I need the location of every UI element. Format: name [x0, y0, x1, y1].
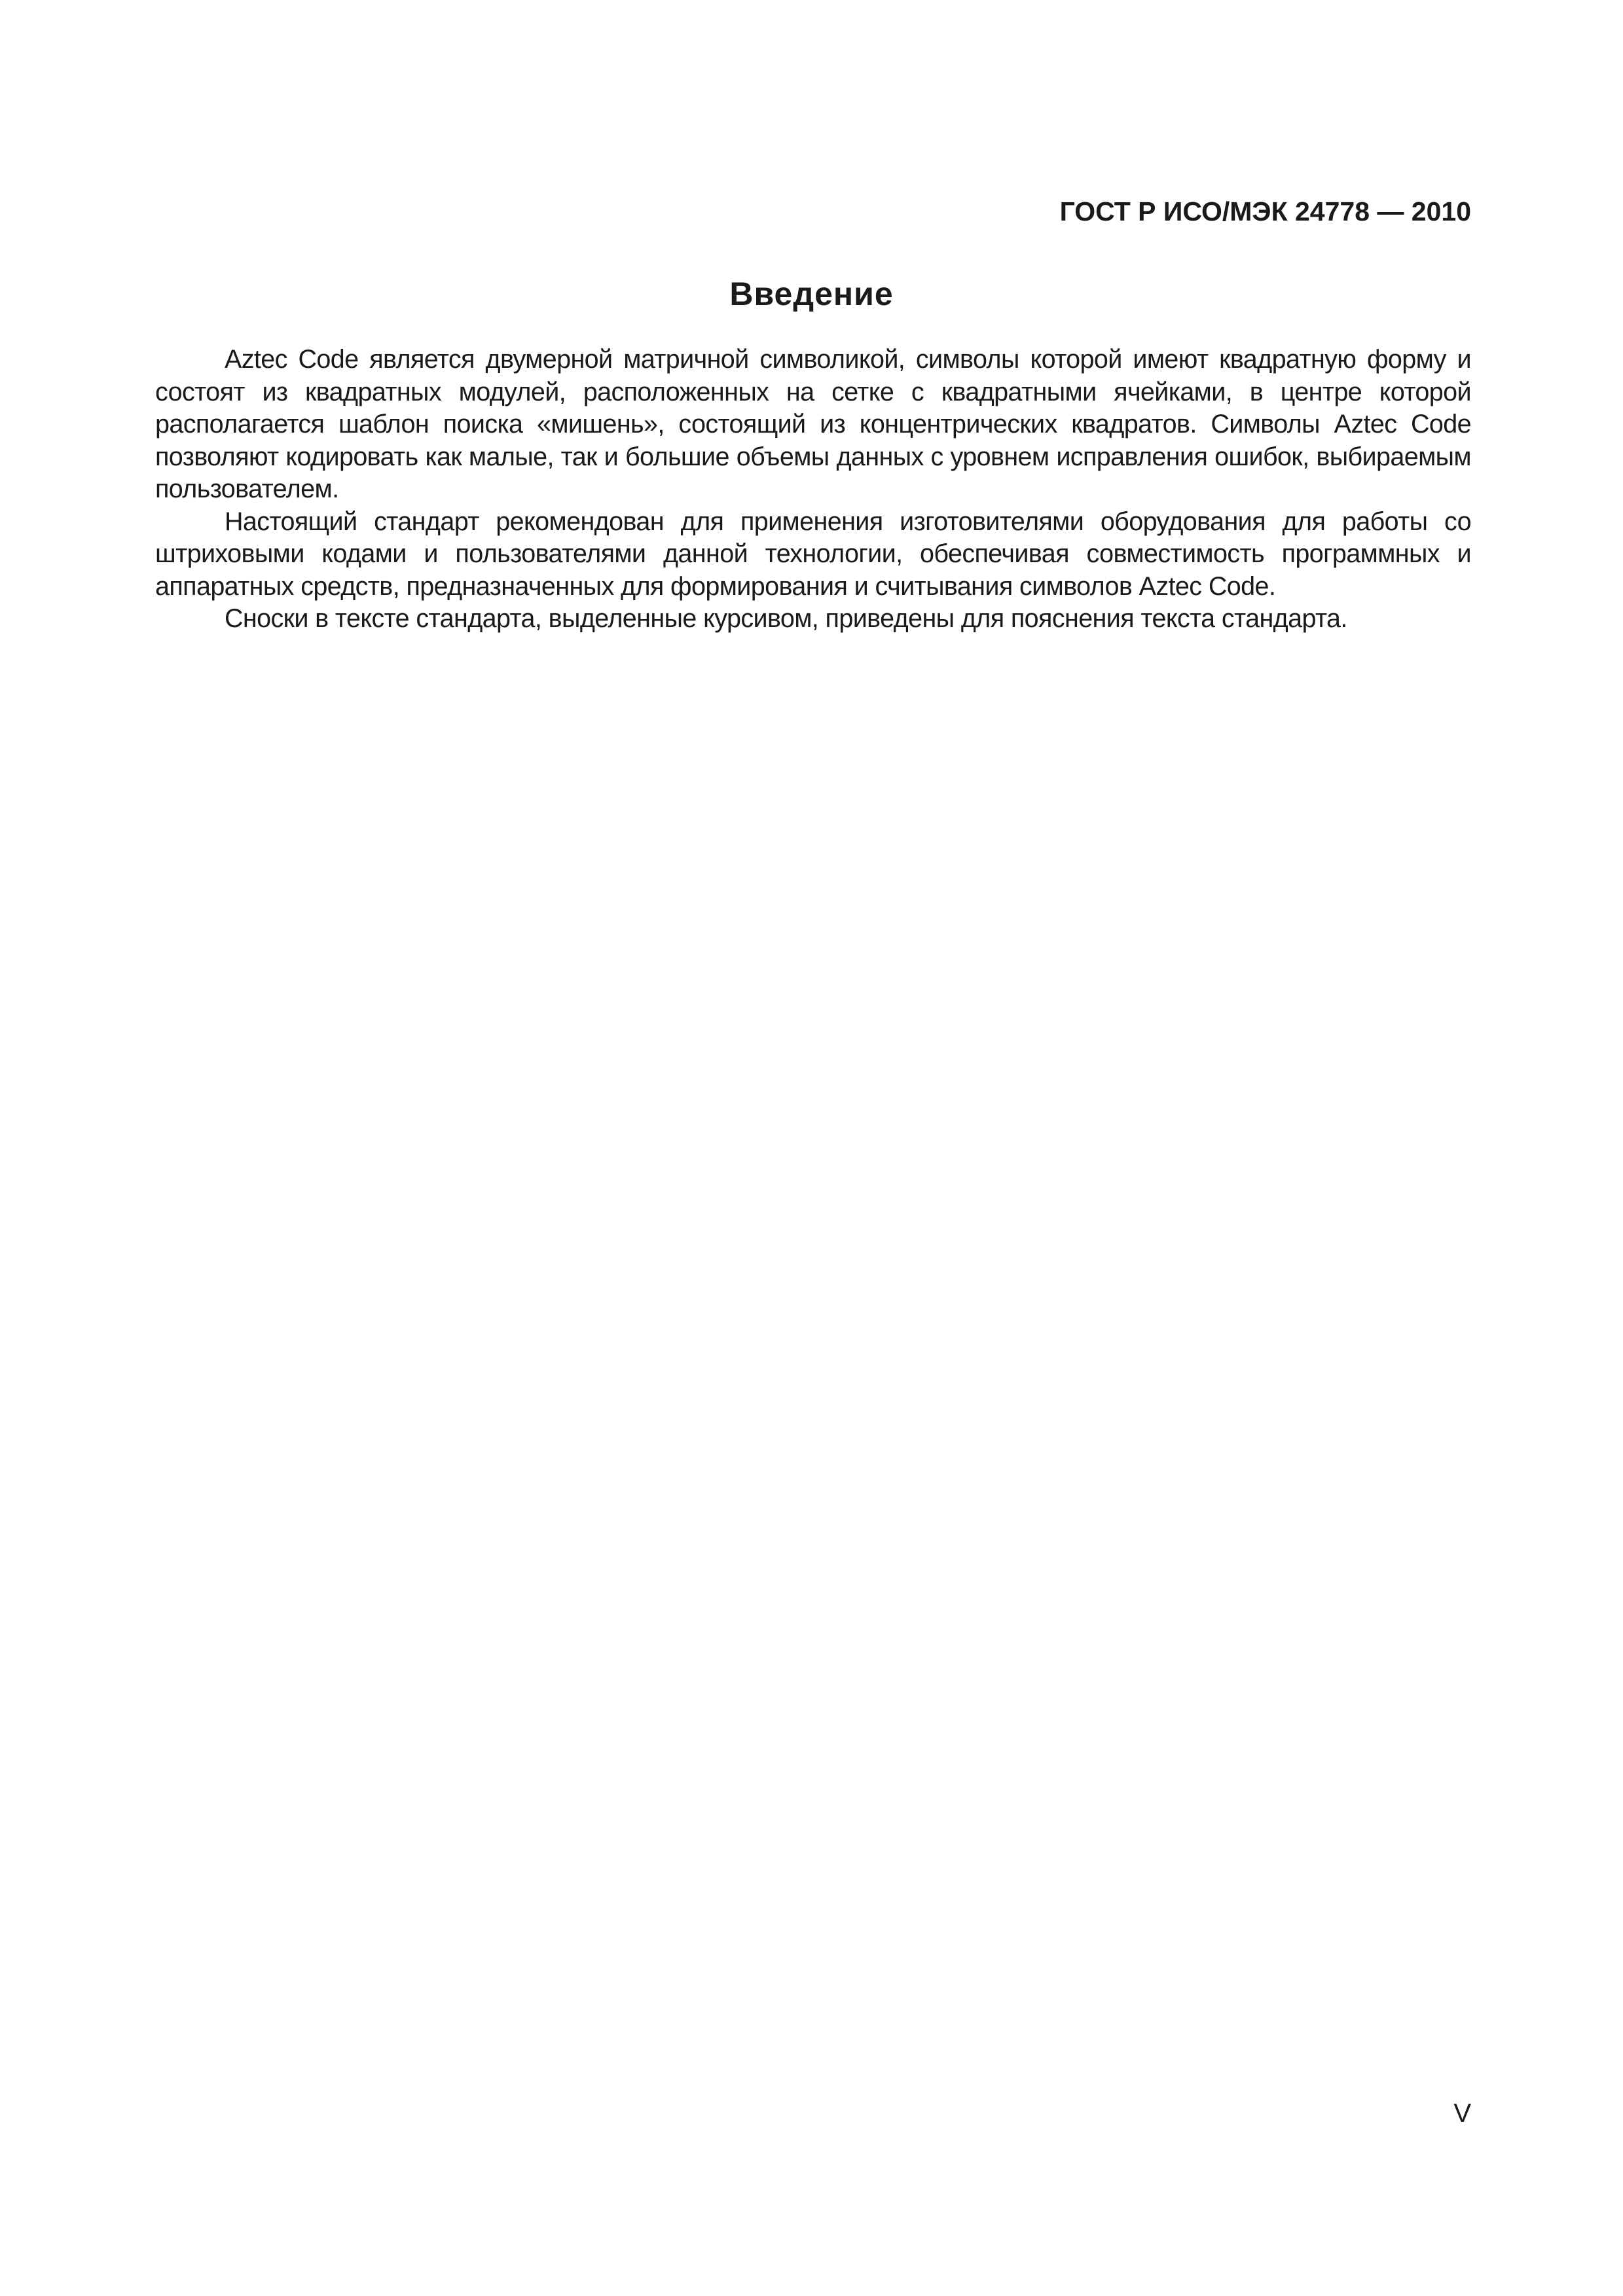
page-number: V: [1453, 2099, 1471, 2128]
standard-designation: ГОСТ Р ИСО/МЭК 24778 — 2010: [1059, 196, 1471, 226]
paragraph-aztec-description: Aztec Code является двумерной матричной символикой, символы которой имеют квадратную форму и состоят из квадратных модулей, расположенных на сетке с квадратными ячейками, в центре которой располагается шаблон поиска «мишень», состоящий из концентрических квадратов. Символы Aztec Code позволяют кодировать как малые, так и большие объемы данных с уровнем исправления ошибок, выбираемым пользователем.: [155, 345, 1471, 503]
introduction-body: [155, 344, 1471, 636]
section-title: Введение: [729, 276, 894, 312]
paragraph-footnotes-note: Сноски в тексте стандарта, выделенные курсивом, приведены для пояснения текста стандарта.: [225, 604, 1347, 633]
paragraph-standard-purpose: Настоящий стандарт рекомендован для применения изготовителями оборудования для работы со штриховыми кодами и пользователями данной технологии, обеспечивая совместимость программных и аппаратных средств, предназначенных для формирования и считывания символов Aztec Code.: [155, 507, 1471, 601]
